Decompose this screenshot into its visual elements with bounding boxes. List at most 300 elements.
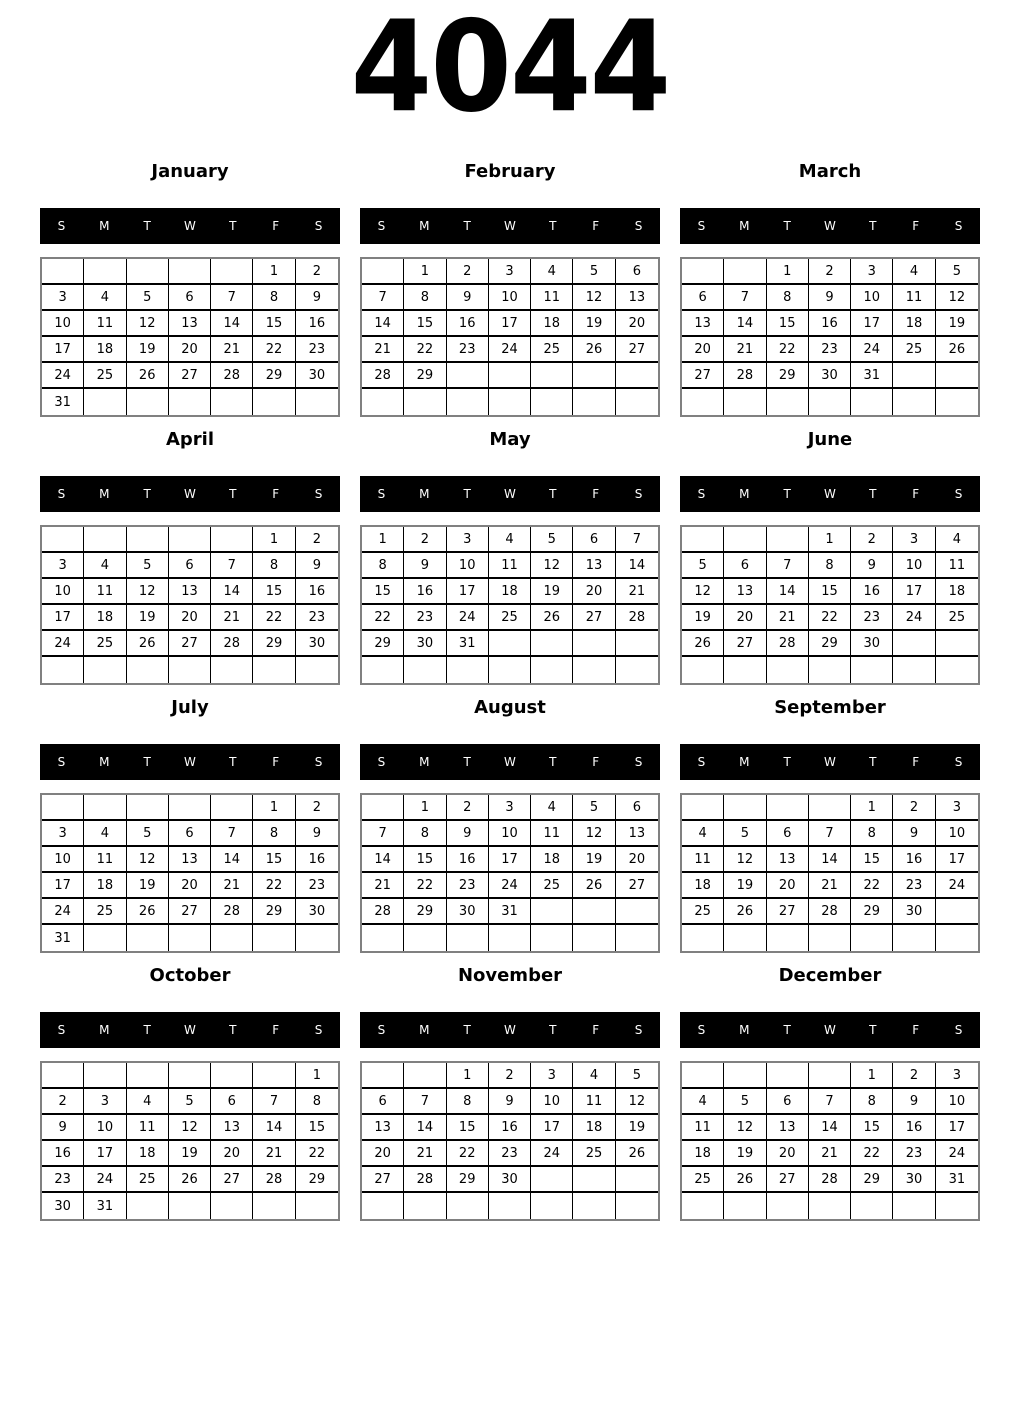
day-cell: 23 bbox=[404, 605, 446, 631]
day-cell: 24 bbox=[489, 337, 531, 363]
week-row bbox=[362, 605, 658, 631]
day-cell: 8 bbox=[253, 553, 295, 579]
day-cell: 10 bbox=[447, 553, 489, 579]
day-cell: 14 bbox=[211, 311, 253, 337]
weekday-label: S bbox=[954, 219, 963, 233]
day-cell: 9 bbox=[447, 821, 489, 847]
empty-day-cell bbox=[42, 795, 84, 821]
week-row bbox=[42, 363, 338, 389]
day-cell: 1 bbox=[767, 259, 809, 285]
empty-day-cell bbox=[296, 389, 338, 415]
day-cell: 20 bbox=[169, 337, 211, 363]
day-cell: 12 bbox=[127, 847, 169, 873]
empty-day-cell bbox=[362, 795, 404, 821]
day-cell: 8 bbox=[447, 1089, 489, 1115]
day-cell: 10 bbox=[84, 1115, 126, 1141]
day-cell: 6 bbox=[169, 553, 211, 579]
empty-day-cell bbox=[573, 389, 615, 415]
day-cell: 5 bbox=[531, 527, 573, 553]
weekday-label: T bbox=[143, 1023, 151, 1037]
week-row bbox=[362, 259, 658, 285]
weekday-label: T bbox=[143, 487, 151, 501]
month-grid bbox=[360, 525, 660, 685]
day-cell: 19 bbox=[724, 1141, 766, 1167]
empty-day-cell bbox=[253, 1193, 295, 1219]
empty-day-cell bbox=[724, 389, 766, 415]
weekday-label: T bbox=[783, 487, 791, 501]
month-grid bbox=[40, 1061, 340, 1221]
weekday-label: T bbox=[143, 219, 151, 233]
day-cell: 22 bbox=[809, 605, 851, 631]
week-row bbox=[42, 899, 338, 925]
day-cell: 23 bbox=[296, 337, 338, 363]
day-cell: 14 bbox=[616, 553, 658, 579]
empty-day-cell bbox=[211, 1063, 253, 1089]
day-cell: 1 bbox=[404, 795, 446, 821]
day-cell: 22 bbox=[296, 1141, 338, 1167]
day-cell: 7 bbox=[809, 1089, 851, 1115]
day-cell: 9 bbox=[447, 285, 489, 311]
day-cell: 13 bbox=[616, 821, 658, 847]
empty-day-cell bbox=[84, 259, 126, 285]
day-cell: 17 bbox=[851, 311, 893, 337]
month-title: June bbox=[807, 429, 853, 450]
day-cell: 4 bbox=[573, 1063, 615, 1089]
empty-day-cell bbox=[851, 657, 893, 683]
day-cell: 4 bbox=[84, 285, 126, 311]
month-grid bbox=[40, 793, 340, 953]
empty-day-cell bbox=[682, 527, 724, 553]
empty-day-cell bbox=[489, 389, 531, 415]
week-row bbox=[682, 553, 978, 579]
day-cell: 25 bbox=[573, 1141, 615, 1167]
month-block bbox=[360, 696, 660, 953]
empty-day-cell bbox=[127, 1063, 169, 1089]
empty-day-cell bbox=[893, 389, 935, 415]
empty-day-cell bbox=[447, 657, 489, 683]
day-cell: 9 bbox=[296, 285, 338, 311]
day-cell: 30 bbox=[893, 899, 935, 925]
day-cell: 8 bbox=[404, 821, 446, 847]
day-cell: 10 bbox=[851, 285, 893, 311]
day-cell: 3 bbox=[42, 553, 84, 579]
day-cell: 20 bbox=[169, 605, 211, 631]
day-cell: 17 bbox=[447, 579, 489, 605]
empty-day-cell bbox=[404, 389, 446, 415]
day-cell: 3 bbox=[42, 821, 84, 847]
empty-day-cell bbox=[573, 899, 615, 925]
day-cell: 10 bbox=[42, 579, 84, 605]
weekday-label: S bbox=[634, 1023, 643, 1037]
day-cell: 27 bbox=[169, 363, 211, 389]
day-cell: 22 bbox=[851, 873, 893, 899]
day-cell: 25 bbox=[84, 899, 126, 925]
weekday-label: T bbox=[869, 487, 877, 501]
day-cell: 15 bbox=[851, 1115, 893, 1141]
empty-day-cell bbox=[724, 259, 766, 285]
weekday-label: T bbox=[549, 487, 557, 501]
weekday-label: W bbox=[824, 755, 836, 769]
day-cell: 28 bbox=[724, 363, 766, 389]
weekday-label: F bbox=[272, 755, 280, 769]
day-cell: 13 bbox=[169, 847, 211, 873]
week-row bbox=[42, 553, 338, 579]
day-cell: 21 bbox=[724, 337, 766, 363]
empty-day-cell bbox=[253, 925, 295, 951]
day-cell: 26 bbox=[724, 899, 766, 925]
day-cell: 2 bbox=[489, 1063, 531, 1089]
day-cell: 1 bbox=[253, 527, 295, 553]
empty-day-cell bbox=[169, 1063, 211, 1089]
week-row bbox=[362, 1167, 658, 1193]
week-row bbox=[682, 363, 978, 389]
empty-day-cell bbox=[447, 925, 489, 951]
month-title: July bbox=[171, 697, 209, 718]
empty-day-cell bbox=[809, 795, 851, 821]
day-cell: 17 bbox=[42, 337, 84, 363]
empty-day-cell bbox=[404, 1063, 446, 1089]
day-cell: 5 bbox=[616, 1063, 658, 1089]
week-row bbox=[42, 657, 338, 683]
empty-day-cell bbox=[531, 631, 573, 657]
day-cell: 1 bbox=[296, 1063, 338, 1089]
week-row bbox=[682, 605, 978, 631]
day-cell: 30 bbox=[851, 631, 893, 657]
day-cell: 23 bbox=[42, 1167, 84, 1193]
day-cell: 14 bbox=[724, 311, 766, 337]
empty-day-cell bbox=[42, 527, 84, 553]
weekday-label: F bbox=[272, 219, 280, 233]
week-row bbox=[362, 873, 658, 899]
weekday-header-bar bbox=[680, 744, 980, 780]
weekday-header-bar bbox=[360, 208, 660, 244]
week-row bbox=[682, 795, 978, 821]
empty-day-cell bbox=[127, 795, 169, 821]
day-cell: 17 bbox=[936, 847, 978, 873]
empty-day-cell bbox=[616, 389, 658, 415]
day-cell: 30 bbox=[296, 631, 338, 657]
day-cell: 21 bbox=[404, 1141, 446, 1167]
empty-day-cell bbox=[809, 389, 851, 415]
weekday-label: S bbox=[314, 755, 323, 769]
day-cell: 8 bbox=[851, 1089, 893, 1115]
empty-day-cell bbox=[531, 1193, 573, 1219]
week-row bbox=[42, 311, 338, 337]
empty-day-cell bbox=[489, 363, 531, 389]
day-cell: 18 bbox=[531, 311, 573, 337]
empty-day-cell bbox=[767, 657, 809, 683]
day-cell: 23 bbox=[893, 1141, 935, 1167]
weekday-header-bar bbox=[360, 476, 660, 512]
day-cell: 9 bbox=[809, 285, 851, 311]
week-row bbox=[362, 821, 658, 847]
day-cell: 12 bbox=[127, 579, 169, 605]
day-cell: 22 bbox=[253, 337, 295, 363]
day-cell: 7 bbox=[253, 1089, 295, 1115]
week-row bbox=[362, 337, 658, 363]
empty-day-cell bbox=[169, 527, 211, 553]
day-cell: 2 bbox=[296, 527, 338, 553]
month-title: April bbox=[165, 429, 215, 450]
week-row bbox=[682, 1141, 978, 1167]
empty-day-cell bbox=[253, 389, 295, 415]
empty-day-cell bbox=[84, 527, 126, 553]
day-cell: 30 bbox=[447, 899, 489, 925]
month-grid bbox=[680, 257, 980, 417]
empty-day-cell bbox=[724, 925, 766, 951]
empty-day-cell bbox=[211, 389, 253, 415]
weekday-label: S bbox=[57, 755, 66, 769]
month-title: December bbox=[778, 965, 882, 986]
week-row bbox=[682, 1193, 978, 1219]
weekday-label: S bbox=[314, 1023, 323, 1037]
empty-day-cell bbox=[489, 631, 531, 657]
day-cell: 29 bbox=[253, 899, 295, 925]
day-cell: 20 bbox=[616, 311, 658, 337]
empty-day-cell bbox=[724, 657, 766, 683]
week-row bbox=[362, 925, 658, 951]
week-row bbox=[682, 873, 978, 899]
month-block bbox=[40, 160, 340, 417]
month-block bbox=[680, 428, 980, 685]
day-cell: 3 bbox=[851, 259, 893, 285]
day-cell: 15 bbox=[253, 847, 295, 873]
day-cell: 2 bbox=[42, 1089, 84, 1115]
day-cell: 19 bbox=[936, 311, 978, 337]
empty-day-cell bbox=[936, 899, 978, 925]
weekday-label: F bbox=[912, 1023, 920, 1037]
day-cell: 4 bbox=[936, 527, 978, 553]
empty-day-cell bbox=[169, 389, 211, 415]
day-cell: 7 bbox=[211, 285, 253, 311]
empty-day-cell bbox=[489, 1193, 531, 1219]
empty-day-cell bbox=[127, 259, 169, 285]
weekday-label: T bbox=[869, 219, 877, 233]
day-cell: 27 bbox=[573, 605, 615, 631]
day-cell: 9 bbox=[851, 553, 893, 579]
day-cell: 14 bbox=[404, 1115, 446, 1141]
weekday-header-bar bbox=[680, 1012, 980, 1048]
empty-day-cell bbox=[84, 925, 126, 951]
empty-day-cell bbox=[616, 1193, 658, 1219]
weekday-label: T bbox=[229, 1023, 237, 1037]
weekday-label: W bbox=[824, 487, 836, 501]
day-cell: 26 bbox=[127, 363, 169, 389]
empty-day-cell bbox=[851, 1193, 893, 1219]
weekday-label: T bbox=[783, 755, 791, 769]
day-cell: 4 bbox=[489, 527, 531, 553]
weekday-label: S bbox=[57, 487, 66, 501]
empty-day-cell bbox=[42, 1063, 84, 1089]
weekday-label: W bbox=[504, 487, 516, 501]
day-cell: 28 bbox=[809, 899, 851, 925]
day-cell: 29 bbox=[851, 899, 893, 925]
empty-day-cell bbox=[809, 925, 851, 951]
day-cell: 19 bbox=[682, 605, 724, 631]
day-cell: 27 bbox=[362, 1167, 404, 1193]
weekday-label: F bbox=[592, 487, 600, 501]
weekday-label: S bbox=[377, 219, 386, 233]
weekday-label: T bbox=[463, 1023, 471, 1037]
week-row bbox=[682, 389, 978, 415]
day-cell: 6 bbox=[573, 527, 615, 553]
weekday-label: S bbox=[57, 219, 66, 233]
weekday-label: T bbox=[143, 755, 151, 769]
month-grid bbox=[680, 793, 980, 953]
day-cell: 11 bbox=[489, 553, 531, 579]
week-row bbox=[42, 579, 338, 605]
empty-day-cell bbox=[767, 795, 809, 821]
day-cell: 8 bbox=[362, 553, 404, 579]
day-cell: 14 bbox=[809, 847, 851, 873]
day-cell: 20 bbox=[767, 1141, 809, 1167]
day-cell: 6 bbox=[169, 821, 211, 847]
day-cell: 17 bbox=[489, 847, 531, 873]
week-row bbox=[682, 657, 978, 683]
day-cell: 27 bbox=[767, 1167, 809, 1193]
week-row bbox=[682, 259, 978, 285]
empty-day-cell bbox=[851, 925, 893, 951]
week-row bbox=[362, 579, 658, 605]
day-cell: 23 bbox=[893, 873, 935, 899]
day-cell: 19 bbox=[127, 605, 169, 631]
week-row bbox=[362, 1089, 658, 1115]
empty-day-cell bbox=[531, 1167, 573, 1193]
weekday-label: S bbox=[954, 755, 963, 769]
empty-day-cell bbox=[531, 657, 573, 683]
empty-day-cell bbox=[682, 1063, 724, 1089]
day-cell: 14 bbox=[809, 1115, 851, 1141]
day-cell: 10 bbox=[936, 1089, 978, 1115]
day-cell: 22 bbox=[253, 873, 295, 899]
day-cell: 31 bbox=[84, 1193, 126, 1219]
day-cell: 24 bbox=[936, 873, 978, 899]
day-cell: 18 bbox=[84, 337, 126, 363]
day-cell: 25 bbox=[682, 1167, 724, 1193]
day-cell: 28 bbox=[253, 1167, 295, 1193]
empty-day-cell bbox=[127, 527, 169, 553]
empty-day-cell bbox=[253, 1063, 295, 1089]
empty-day-cell bbox=[851, 389, 893, 415]
day-cell: 13 bbox=[211, 1115, 253, 1141]
day-cell: 17 bbox=[84, 1141, 126, 1167]
day-cell: 10 bbox=[489, 821, 531, 847]
day-cell: 26 bbox=[682, 631, 724, 657]
empty-day-cell bbox=[211, 795, 253, 821]
empty-day-cell bbox=[447, 363, 489, 389]
day-cell: 4 bbox=[531, 259, 573, 285]
day-cell: 20 bbox=[169, 873, 211, 899]
day-cell: 1 bbox=[809, 527, 851, 553]
weekday-label: F bbox=[272, 1023, 280, 1037]
day-cell: 15 bbox=[253, 579, 295, 605]
empty-day-cell bbox=[169, 795, 211, 821]
day-cell: 10 bbox=[42, 311, 84, 337]
empty-day-cell bbox=[724, 527, 766, 553]
week-row bbox=[362, 795, 658, 821]
week-row bbox=[682, 579, 978, 605]
month-title: March bbox=[798, 161, 862, 182]
week-row bbox=[42, 1089, 338, 1115]
weekday-label: S bbox=[634, 219, 643, 233]
day-cell: 7 bbox=[211, 553, 253, 579]
month-block bbox=[360, 964, 660, 1221]
day-cell: 30 bbox=[489, 1167, 531, 1193]
empty-day-cell bbox=[42, 259, 84, 285]
day-cell: 21 bbox=[809, 873, 851, 899]
empty-day-cell bbox=[573, 925, 615, 951]
day-cell: 25 bbox=[84, 363, 126, 389]
weekday-label: S bbox=[57, 1023, 66, 1037]
day-cell: 6 bbox=[767, 1089, 809, 1115]
day-cell: 27 bbox=[616, 873, 658, 899]
empty-day-cell bbox=[682, 1193, 724, 1219]
weekday-label: T bbox=[229, 755, 237, 769]
weekday-label: W bbox=[184, 219, 196, 233]
day-cell: 15 bbox=[851, 847, 893, 873]
day-cell: 30 bbox=[296, 899, 338, 925]
day-cell: 20 bbox=[767, 873, 809, 899]
day-cell: 15 bbox=[404, 847, 446, 873]
empty-day-cell bbox=[489, 925, 531, 951]
weekday-label: S bbox=[377, 487, 386, 501]
day-cell: 24 bbox=[84, 1167, 126, 1193]
empty-day-cell bbox=[936, 657, 978, 683]
month-title: February bbox=[464, 161, 556, 182]
day-cell: 9 bbox=[893, 1089, 935, 1115]
day-cell: 11 bbox=[531, 821, 573, 847]
day-cell: 23 bbox=[296, 873, 338, 899]
weekday-label: S bbox=[954, 1023, 963, 1037]
week-row bbox=[42, 795, 338, 821]
empty-day-cell bbox=[573, 363, 615, 389]
day-cell: 24 bbox=[42, 363, 84, 389]
day-cell: 13 bbox=[724, 579, 766, 605]
day-cell: 30 bbox=[809, 363, 851, 389]
week-row bbox=[682, 311, 978, 337]
empty-day-cell bbox=[211, 527, 253, 553]
day-cell: 31 bbox=[42, 925, 84, 951]
week-row bbox=[42, 925, 338, 951]
day-cell: 8 bbox=[851, 821, 893, 847]
day-cell: 10 bbox=[893, 553, 935, 579]
day-cell: 20 bbox=[682, 337, 724, 363]
day-cell: 9 bbox=[489, 1089, 531, 1115]
week-row bbox=[362, 553, 658, 579]
empty-day-cell bbox=[616, 631, 658, 657]
month-block bbox=[360, 428, 660, 685]
week-row bbox=[362, 527, 658, 553]
day-cell: 12 bbox=[936, 285, 978, 311]
week-row bbox=[42, 1063, 338, 1089]
empty-day-cell bbox=[362, 389, 404, 415]
month-grid bbox=[40, 257, 340, 417]
day-cell: 30 bbox=[404, 631, 446, 657]
day-cell: 19 bbox=[127, 873, 169, 899]
day-cell: 14 bbox=[362, 847, 404, 873]
day-cell: 11 bbox=[84, 847, 126, 873]
day-cell: 24 bbox=[936, 1141, 978, 1167]
weekday-label: T bbox=[463, 487, 471, 501]
day-cell: 7 bbox=[724, 285, 766, 311]
weekday-label: S bbox=[697, 487, 706, 501]
day-cell: 27 bbox=[767, 899, 809, 925]
day-cell: 16 bbox=[42, 1141, 84, 1167]
weekday-label: T bbox=[229, 487, 237, 501]
day-cell: 17 bbox=[42, 605, 84, 631]
empty-day-cell bbox=[893, 631, 935, 657]
day-cell: 6 bbox=[211, 1089, 253, 1115]
